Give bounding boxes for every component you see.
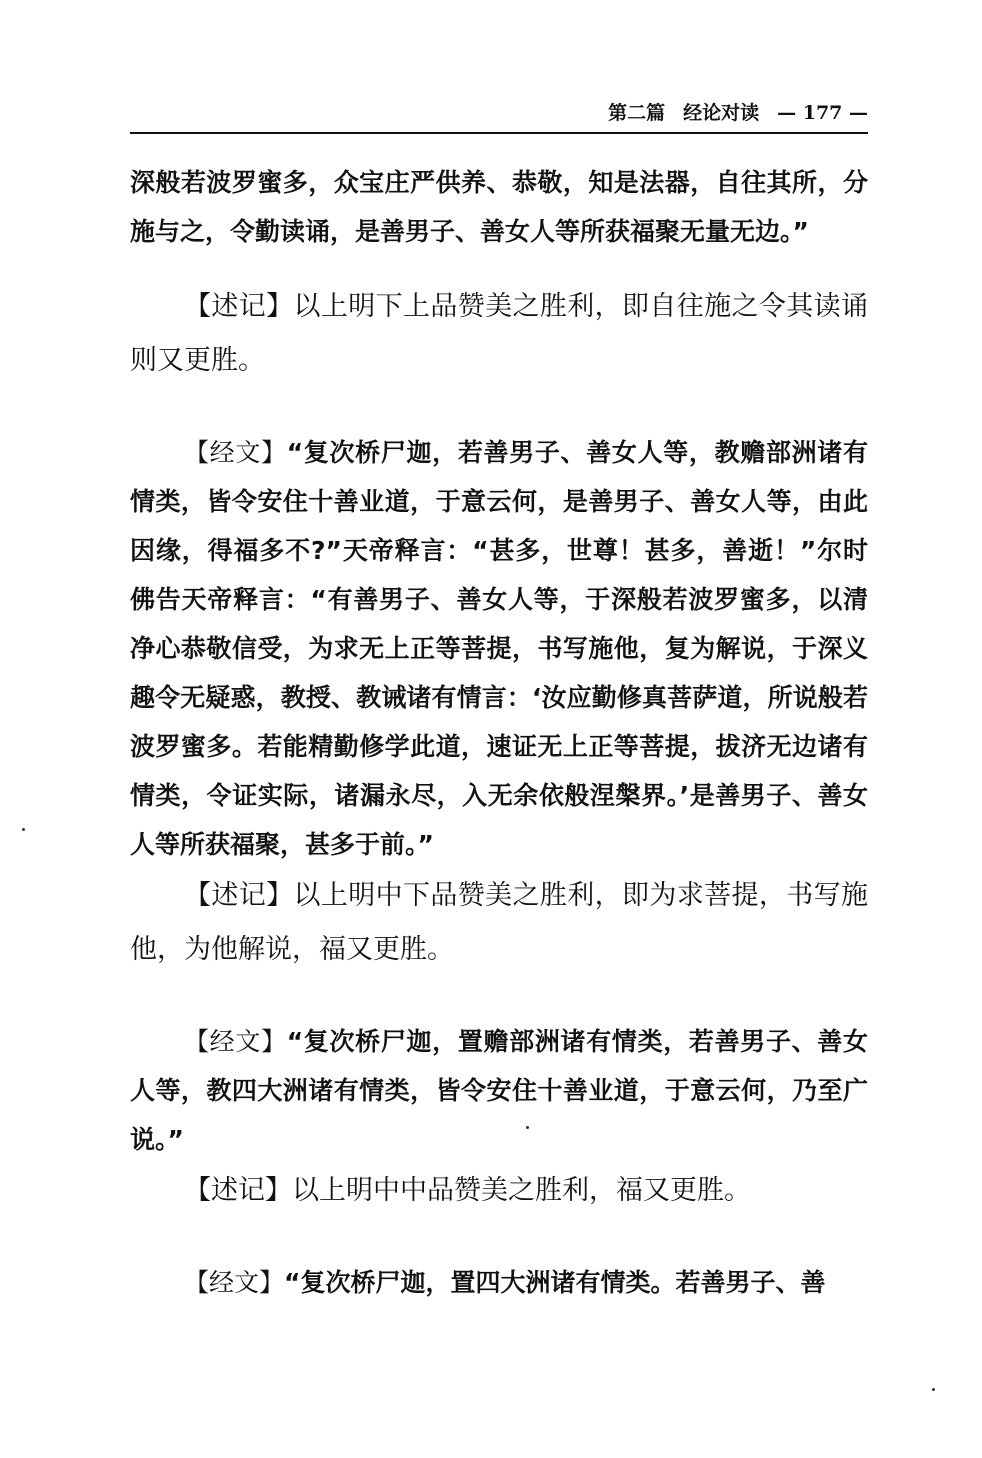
paragraph-text: “复次桥尸迦，若善男子、善女人等，教赡部洲诸有情类，皆令安住十善业道，于意云何，是善男子、善女人等，由此因缘，得福多不?”天帝释言：“甚多，世尊！甚多，善逝！”尔时佛告天帝释言：“有善男子、善女人等，于深般若波罗蜜多，以清净心恭敬信受，为求无上正等菩提，书写施他，复为解说，于深义趣令无疑惑，教授、教诫诸有情言：‘汝应勤修真菩萨道，所说般若波罗蜜多。若能精勤修学此道，速证无上正等菩提，拔济无边诸有情类，令证实际，诸漏永尽，入无余依般涅槃界。’是善男子、善女人等所获福聚，甚多于前。”	[130, 438, 868, 859]
scripture-tag: 【经文】	[184, 1027, 287, 1056]
scripture-tag: 【经文】	[184, 1268, 285, 1297]
header-chapter: 第二篇	[608, 102, 666, 124]
scripture-tag: 【经文】	[184, 438, 287, 467]
commentary-tag: 【述记】	[184, 1175, 292, 1206]
scripture-paragraph-continued	[130, 158, 868, 256]
scripture-paragraph	[130, 428, 868, 869]
paragraph-text: “复次桥尸迦，置四大洲诸有情类。若善男子、善	[284, 1268, 826, 1297]
scan-speck	[932, 1388, 935, 1391]
commentary-paragraph	[130, 1164, 868, 1218]
running-header	[130, 96, 868, 130]
commentary-tag: 【述记】	[184, 291, 294, 322]
paragraph-text: 以上明下上品赞美之胜利，即自往施之令其读诵则又更胜。	[130, 291, 868, 376]
scripture-paragraph	[130, 1017, 868, 1164]
paragraph-text: “复次桥尸迦，置赡部洲诸有情类，若善男子、善女人等，教四大洲诸有情类，皆令安住十善业道，于意云何，乃至广说。”	[130, 1027, 868, 1154]
body-text	[130, 158, 868, 1307]
scan-speck	[526, 1126, 529, 1129]
commentary-tag: 【述记】	[184, 880, 294, 911]
paragraph-text: 深般若波罗蜜多，众宝庄严供养、恭敬，知是法器，自往其所，分施与之，令勤读诵，是善男子、善女人等所获福聚无量无边。”	[130, 168, 868, 246]
header-rule	[130, 132, 868, 134]
scripture-paragraph	[130, 1258, 868, 1307]
scan-speck	[22, 828, 25, 831]
page-number: — 177 —	[777, 102, 868, 124]
commentary-paragraph	[130, 869, 868, 977]
paragraph-text: 以上明中下品赞美之胜利，即为求菩提，书写施他，为他解说，福又更胜。	[130, 880, 868, 965]
header-section: 经论对读	[683, 102, 760, 124]
paragraph-text: 以上明中中品赞美之胜利，福又更胜。	[292, 1175, 751, 1206]
commentary-paragraph	[130, 280, 868, 388]
